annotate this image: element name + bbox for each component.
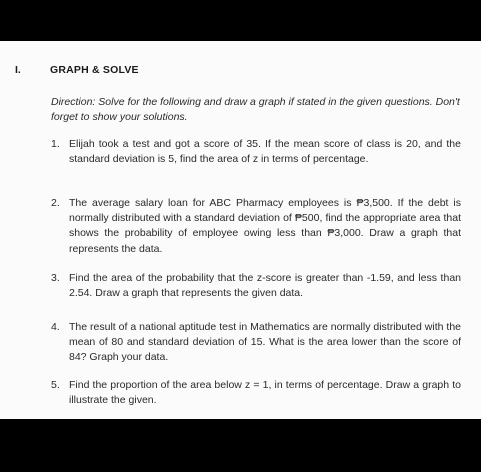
question-number: 1. bbox=[51, 138, 60, 150]
question-item bbox=[51, 271, 461, 301]
worksheet-page bbox=[0, 41, 481, 419]
question-item bbox=[51, 196, 461, 257]
section-title: GRAPH & SOLVE bbox=[50, 64, 139, 76]
question-item bbox=[51, 137, 461, 167]
question-number: 3. bbox=[51, 272, 60, 284]
question-text: The average salary loan for ABC Pharmacy employees is ₱3,500. If the debt is normally distributed with a standard deviation of ₱500, find the appropriate area that shows the probability of employee owing less than ₱3,000. Draw a graph that represents the data. bbox=[69, 197, 461, 255]
question-number: 4. bbox=[51, 321, 60, 333]
question-number: 2. bbox=[51, 197, 60, 209]
question-text: Find the area of the probability that the z-score is greater than -1.59, and less than 2.54. Draw a graph that represents the given data. bbox=[69, 272, 461, 300]
question-item bbox=[51, 320, 461, 366]
question-text: Elijah took a test and got a score of 35. If the mean score of class is 20, and the standard deviation is 5, find the area of z in terms of percentage. bbox=[69, 138, 461, 166]
section-number: I. bbox=[15, 64, 21, 76]
question-text: The result of a national aptitude test in Mathematics are normally distributed with the mean of 80 and standard deviation of 15. What is the area lower than the score of 84? Graph your data. bbox=[69, 321, 461, 364]
question-text: Find the proportion of the area below z = 1, in terms of percentage. Draw a graph to illustrate the given. bbox=[69, 379, 461, 407]
question-number: 5. bbox=[51, 379, 60, 391]
direction-text: Direction: Solve for the following and draw a graph if stated in the given questions. Don't forget to show your solutions. bbox=[51, 96, 460, 123]
question-item bbox=[51, 378, 461, 408]
